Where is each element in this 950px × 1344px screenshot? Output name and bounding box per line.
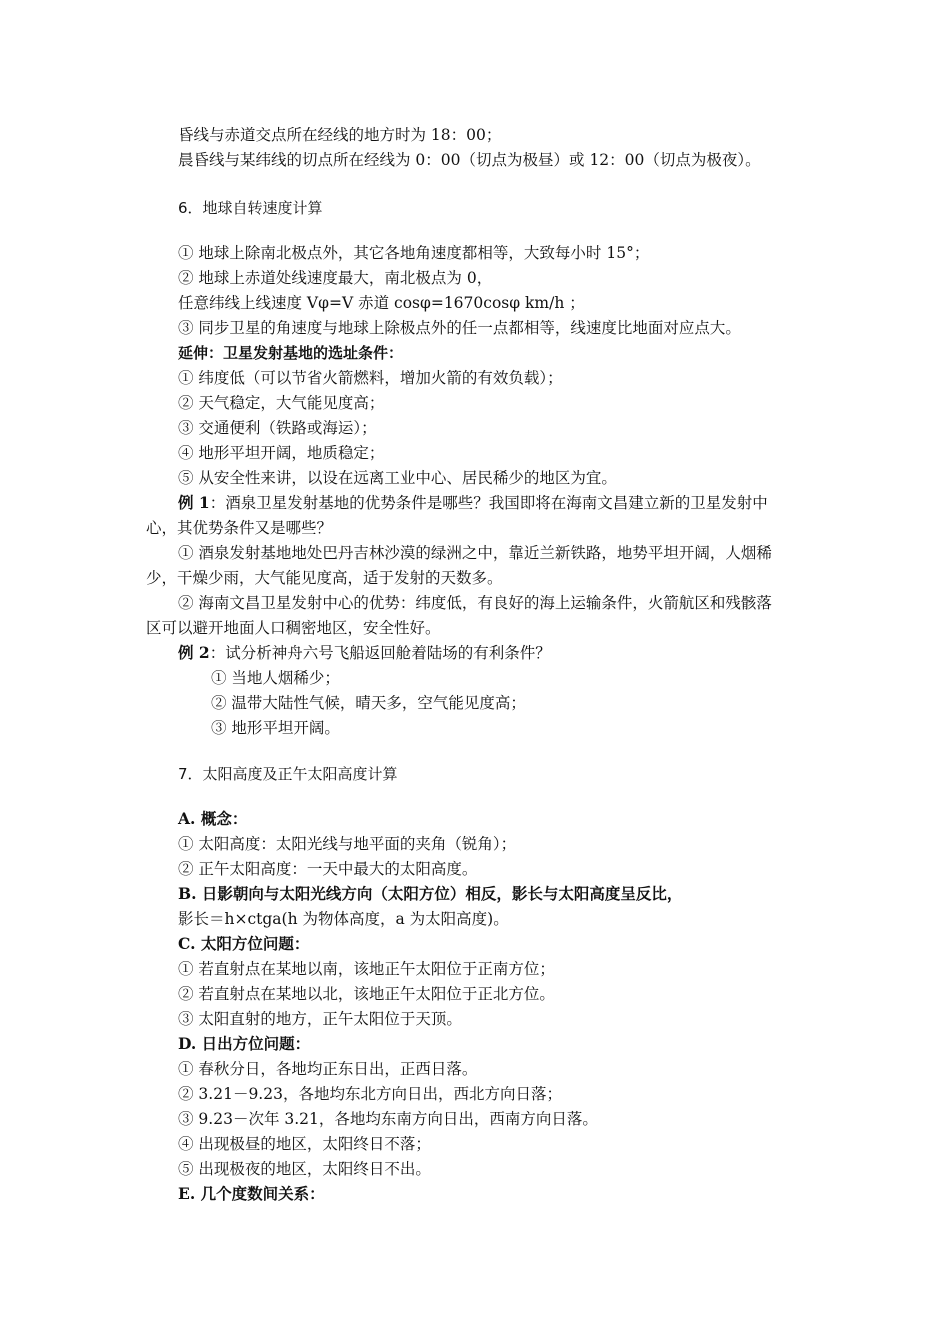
answer-line: ① 酒泉发射基地地处巴丹吉林沙漠的绿洲之中，靠近兰新铁路，地势平坦开阔，人烟稀 xyxy=(178,544,772,562)
example-text: ：酒泉卫星发射基地的优势条件是哪些？我国即将在海南文昌建立新的卫星发射中 xyxy=(209,494,768,512)
list-item: ⑤ 出现极夜的地区，太阳终日不出。 xyxy=(178,1160,431,1178)
example-label: 例 2 xyxy=(178,643,210,662)
list-item: ② 地球上赤道处线速度最大，南北极点为 0， xyxy=(178,269,493,287)
list-item: ② 天气稳定，大气能见度高； xyxy=(178,394,385,412)
list-item: ① 春秋分日，各地均正东日出，正西日落。 xyxy=(178,1060,478,1078)
list-item: ② 若直射点在某地以北，该地正午太阳位于正北方位。 xyxy=(178,985,555,1003)
subheading: C. 太阳方位问题： xyxy=(178,934,310,953)
list-item: ④ 地形平坦开阔，地质稳定； xyxy=(178,444,385,462)
list-item: ③ 地形平坦开阔。 xyxy=(211,719,340,737)
list-item: ② 3.21－9.23，各地均东北方向日出，西北方向日落； xyxy=(178,1085,562,1103)
text-line: 昏线与赤道交点所在经线的地方时为 18：00； xyxy=(178,126,502,144)
answer-line: ② 海南文昌卫星发射中心的优势：纬度低，有良好的海上运输条件，火箭航区和残骸落 xyxy=(178,594,772,612)
list-item: ① 当地人烟稀少； xyxy=(211,669,340,687)
list-item: ① 纬度低（可以节省火箭燃料，增加火箭的有效负载）； xyxy=(178,369,563,387)
example-text: ：试分析神舟六号飞船返回舱着陆场的有利条件？ xyxy=(209,644,551,662)
example-label: 例 1 xyxy=(178,493,210,512)
example-line xyxy=(178,642,551,664)
list-item: ① 若直射点在某地以南，该地正午太阳位于正南方位； xyxy=(178,960,555,978)
list-item: ④ 出现极昼的地区，太阳终日不落； xyxy=(178,1135,431,1153)
section-heading: 7．太阳高度及正午太阳高度计算 xyxy=(178,765,398,783)
subheading: B. 日影朝向与太阳光线方向（太阳方位）相反，影长与太阳高度呈反比， xyxy=(178,884,683,903)
section-heading: 6．地球自转速度计算 xyxy=(178,199,323,217)
list-item: ③ 9.23－次年 3.21，各地均东南方向日出，西南方向日落。 xyxy=(178,1110,598,1128)
list-item: 任意纬线上线速度 Vφ=V 赤道 cosφ=1670cosφ km/h ； xyxy=(178,294,585,312)
subheading: 延伸：卫星发射基地的选址条件： xyxy=(178,344,404,362)
subheading: E. 几个度数间关系： xyxy=(178,1184,325,1203)
list-item: ③ 交通便利（铁路或海运）； xyxy=(178,419,377,437)
list-item: ⑤ 从安全性来讲，以设在远离工业中心、居民稀少的地区为宜。 xyxy=(178,469,617,487)
example-line: 心，其优势条件又是哪些？ xyxy=(146,519,333,537)
list-item: ② 温带大陆性气候，晴天多，空气能见度高； xyxy=(211,694,526,712)
text-line: 影长＝h×ctga(h 为物体高度，a 为太阳高度)。 xyxy=(178,910,509,928)
subheading: A. 概念： xyxy=(178,809,248,828)
example-line xyxy=(178,492,768,514)
list-item: ① 太阳高度：太阳光线与地平面的夹角（锐角）； xyxy=(178,835,517,853)
list-item: ② 正午太阳高度：一天中最大的太阳高度。 xyxy=(178,860,478,878)
list-item: ③ 太阳直射的地方，正午太阳位于天顶。 xyxy=(178,1010,462,1028)
text-line: 晨昏线与某纬线的切点所在经线为 0：00（切点为极昼）或 12：00（切点为极夜）。 xyxy=(178,151,761,169)
list-item: ③ 同步卫星的角速度与地球上除极点外的任一点都相等，线速度比地面对应点大。 xyxy=(178,319,741,337)
list-item: ① 地球上除南北极点外，其它各地角速度都相等，大致每小时 15°； xyxy=(178,244,650,262)
answer-line: 区可以避开地面人口稠密地区，安全性好。 xyxy=(146,619,441,637)
answer-line: 少，干燥少雨，大气能见度高，适于发射的天数多。 xyxy=(146,569,503,587)
subheading: D. 日出方位问题： xyxy=(178,1034,311,1053)
